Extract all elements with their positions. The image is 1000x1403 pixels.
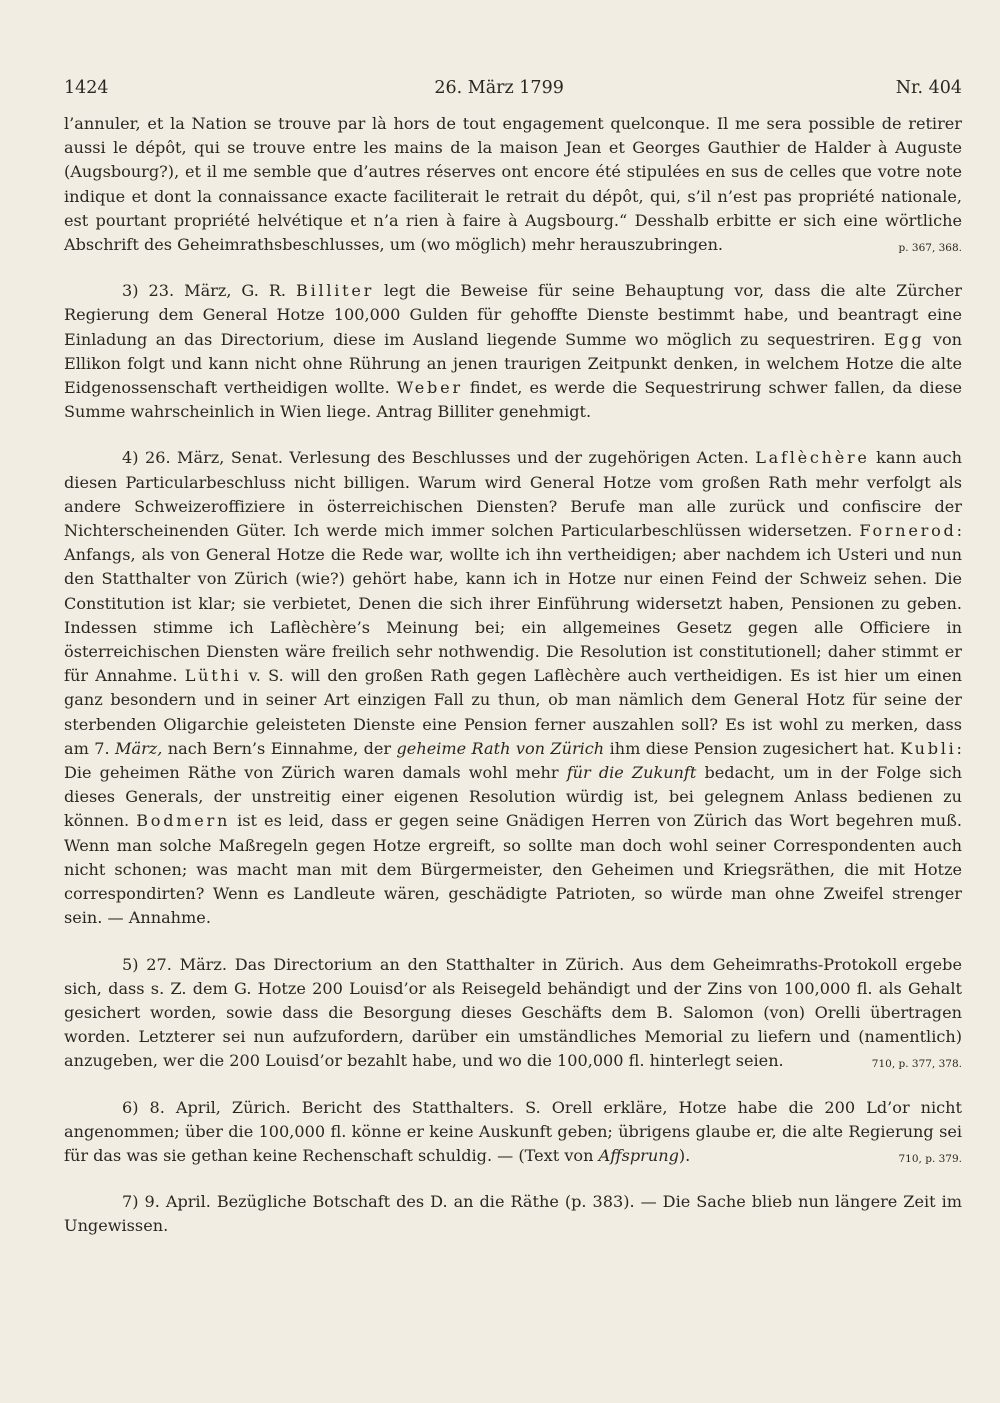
speaker-weber: Weber	[396, 378, 463, 398]
paragraph-5	[64, 953, 962, 1074]
speaker-fornerod: Fornerod	[859, 521, 957, 541]
speaker-egg: Egg	[883, 329, 925, 349]
page-header	[64, 78, 962, 112]
speaker-luethi: Lüthi	[184, 666, 242, 686]
p4-text-5: nach Bern’s Einnahme, der	[162, 738, 397, 758]
paragraph-4	[64, 446, 962, 930]
p5-text: 5) 27. März. Das Directorium an den Statthalter in Zürich. Aus dem Geheimraths-Protokoll ergebe sich, dass s. Z. dem G. Hotze 200 Louisd’or als Reisegeld behändigt und der Zins von 100,000 fl. als Gehalt gesichert worden, sowie dass die Besorgung dieses Geschäfts dem B. Salomon (von) Orelli übertragen worden. Letzterer sei nun aufzufordern, darüber ein umständliches Memorial zu liefern und (namentlich) anzugeben, wer die 200 Louisd’or bezahlt habe, und wo die 100,000 fl. hinterlegt seien.	[64, 954, 962, 1071]
p4-text-8: bedacht, um in der Folge sich dieses Generals, der unstreitig einer eigenen Resolution würdig ist, bei gelegnem Anlass bedienen zu können.	[64, 763, 962, 831]
p4-italic-1: März,	[115, 738, 163, 758]
p6-text-1: 6) 8. April, Zürich. Bericht des Statthalters. S. Orell erkläre, Hotze habe die 200 Ld’or nicht angenommen; über die 100,000 fl. könne er keine Auskunft geben; übrigens glaube er, die alte Regierung sei für das was sie gethan keine Rechenschaft schuldig. — (Text von	[64, 1097, 962, 1165]
page-number: 1424	[64, 78, 109, 98]
page-body	[64, 112, 962, 1239]
paragraph-6	[64, 1096, 962, 1169]
p3-text-4: findet, es werde die Sequestrirung schwer fallen, da diese Summe wahrscheinlich in Wien liege. Antrag Billiter genehmigt.	[64, 378, 963, 422]
header-date: 26. März 1799	[434, 78, 564, 98]
paragraph-intro	[64, 112, 962, 257]
p6-reference: 710, p. 379.	[898, 1152, 962, 1165]
paragraph-3	[64, 279, 962, 424]
p4-text-1: 4) 26. März, Senat. Verlesung des Beschlusses und der zugehörigen Acten.	[122, 448, 756, 468]
speaker-laflechere: Laflèchère	[755, 448, 870, 468]
p3-text-2: legt die Beweise für seine Behauptung vor, dass die alte Zürcher Regierung dem General Hotze 100,000 Gulden für gehoffte Dienste bestimmt habe, und beantragt eine Einladung an das Directorium, diese im Ausland liegende Summe wo möglich zu sequestriren.	[64, 281, 962, 349]
p4-text-4: v. S. will den großen Rath gegen Laflèchère auch vertheidigen. Es ist hier um einen ganz besondern und in seiner Art einzigen Fall zu thun, ob man nämlich dem General Hotz für seine der sterbenden Oligarchie geleisteten Dienste eine Pension ferner auszahlen soll? Es ist wohl zu merken, dass am 7.	[64, 666, 963, 758]
p3-text-1: 3) 23. März, G. R.	[122, 281, 297, 301]
p4-text-6: ihm diese Pension zugesichert hat.	[604, 738, 901, 758]
document-number: Nr. 404	[895, 78, 962, 98]
p6-italic-1: Affsprung	[598, 1145, 679, 1165]
speaker-billiter: Billiter	[296, 281, 375, 301]
p7-text: 7) 9. April. Bezügliche Botschaft des D. an die Räthe (p. 383). — Die Sache blieb nun längere Zeit im Ungewissen.	[64, 1192, 962, 1236]
p6-text-2: ).	[678, 1145, 691, 1165]
p4-italic-3: für die Zukunft	[566, 763, 697, 783]
speaker-bodmern: Bodmern	[136, 811, 231, 831]
p4-text-3: : Anfangs, als von General Hotze die Rede war, wollte ich ihn vertheidigen; aber nachdem ich Usteri und nun den Statthalter von Zürich (wie?) gehört habe, kann ich in Hotze nur einen Feind der Schweiz sehen. Die Constitution ist klar; sie verbietet, Denen die sich ihrer Einführung widersetzt haben, Pensionen zu geben. Indessen stimme ich Laflèchère’s Meinung bei; ein allgemeines Gesetz gegen alle Officiere in österreichischen Diensten wäre freilich sehr nothwendig. Die Resolution ist constitutionell; daher stimmt er für Annahme.	[64, 521, 962, 686]
speaker-kubli: Kubli	[900, 738, 957, 758]
p4-text-9: ist es leid, dass er gegen seine Gnädigen Herren von Zürich das Wort begehren muß. Wenn man solche Maßregeln gegen Hotze ergreift, so sollte man doch wohl seiner Correspondenten auch nicht schonen; was macht man mit dem Bürgermeister, den Geheimen und Kriegsräthen, die mit Hotze correspondirten? Wenn es Landleute wären, geschädigte Patrioten, so würde man ohne Zweifel strenger sein. — Annahme.	[64, 811, 962, 928]
p4-text-2: kann auch diesen Particularbeschluss nicht billigen. Warum wird General Hotze vom großen Rath mehr verfolgt als andere Schweizeroffiziere in österreichischen Diensten? Berufe man alle zurück und confiscire der Nichterscheinenden Güter. Ich werde mich immer solchen Particularbeschlüssen widersetzen.	[64, 448, 962, 541]
p4-text-7: : Die geheimen Räthe von Zürich waren damals wohl mehr	[64, 738, 962, 783]
p4-italic-2: geheime Rath von Zürich	[396, 738, 605, 758]
document-page	[64, 78, 962, 1239]
p3-text-3: von Ellikon folgt und kann nicht ohne Rührung an jenen traurigen Zeitpunkt denken, in welchem Hotze die alte Eidgenossenschaft vertheidigen wollte.	[64, 329, 963, 398]
p5-reference: 710, p. 377, 378.	[871, 1058, 962, 1071]
intro-reference: p. 367, 368.	[898, 242, 962, 255]
intro-text: l’annuler, et la Nation se trouve par là hors de tout engagement quelconque. Il me sera possible de retirer aussi le dépôt, qui se trouve entre les mains de la maison Jean et Georges Gauthier de Halder à Auguste (Augsbourg?), et il me semble que d’autres réserves ont encore été stipulées en sus de celles que votre note indique et dont la connaissance exacte faciliterait le retrait du dépôt, qui, s’il n’est pas propriété nationale, est pourtant propriété helvétique et n’a rien à faire à Augsbourg.“ Desshalb erbitte er sich eine wörtliche Abschrift des Geheimrathsbeschlusses, um (wo möglich) mehr herauszubringen.	[64, 114, 962, 255]
paragraph-7	[64, 1190, 962, 1238]
